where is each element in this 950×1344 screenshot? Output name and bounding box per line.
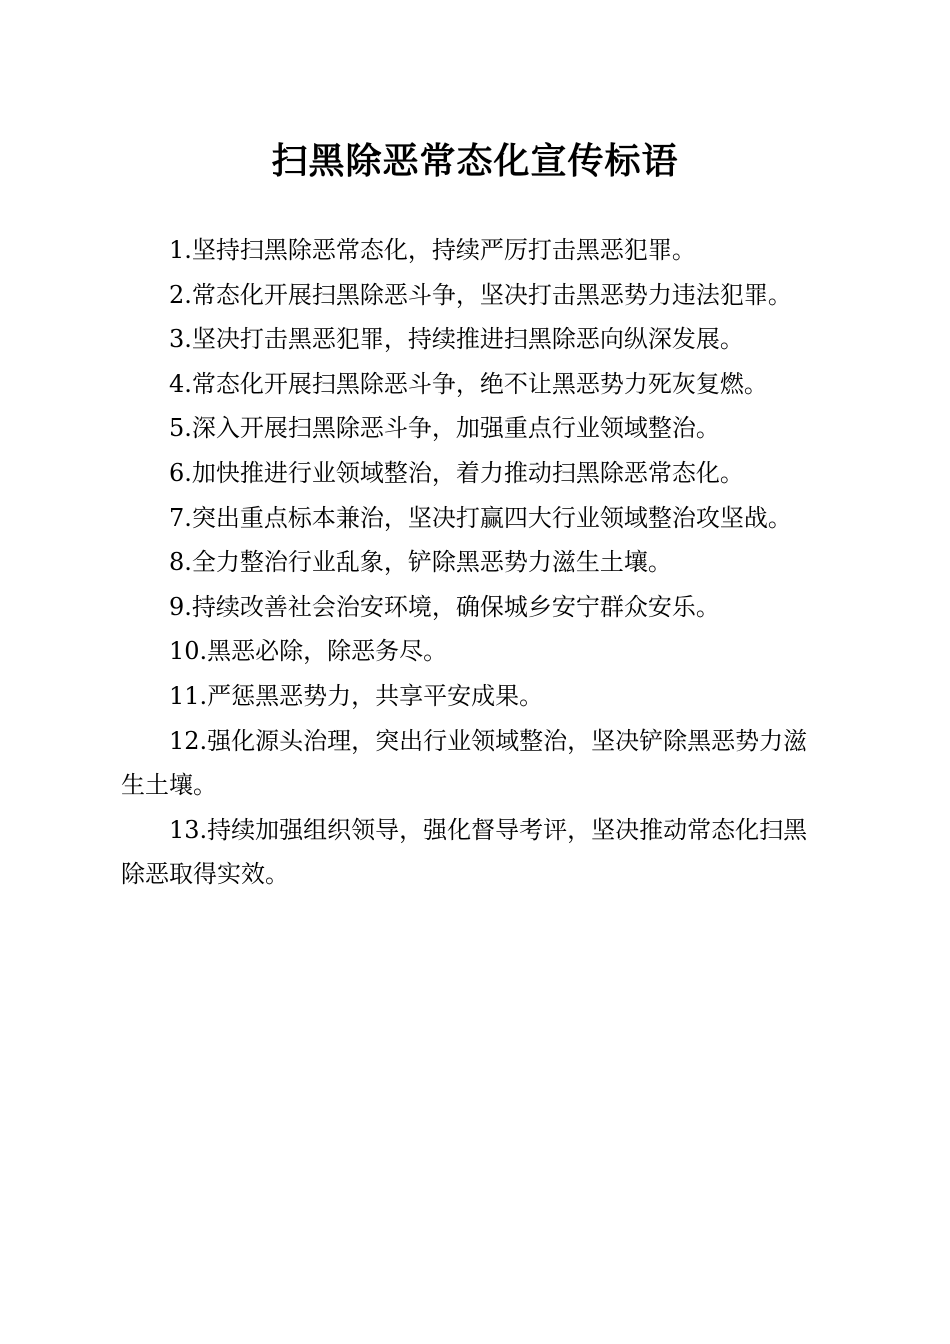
- slogan-item-2: 2.常态化开展扫黑除恶斗争，坚决打击黑恶势力违法犯罪。: [169, 280, 792, 309]
- slogan-item-5: 5.深入开展扫黑除恶斗争，加强重点行业领域整治。: [169, 414, 720, 443]
- slogan-list: [121, 228, 831, 897]
- slogan-item-4: 4.常态化开展扫黑除恶斗争，绝不让黑恶势力死灰复燃。: [169, 369, 768, 398]
- slogan-item-1: 1.坚持扫黑除恶常态化，持续严厉打击黑恶犯罪。: [169, 236, 696, 264]
- slogan-item-12: 12.强化源头治理，突出行业领域整治，坚决铲除黑恶势力滋生土壤。: [121, 726, 808, 800]
- document-title: 扫黑除恶常态化宣传标语: [271, 140, 679, 182]
- slogan-item-8: 8.全力整治行业乱象，铲除黑恶势力滋生土壤。: [169, 548, 672, 577]
- slogan-item-7: 7.突出重点标本兼治，坚决打赢四大行业领域整治攻坚战。: [169, 503, 792, 532]
- slogan-item-9: 9.持续改善社会治安环境，确保城乡安宁群众安乐。: [169, 592, 720, 621]
- slogan-item-6: 6.加快推进行业领域整治，着力推动扫黑除恶常态化。: [169, 458, 744, 487]
- slogan-item-10: 10.黑恶必除，除恶务尽。: [169, 637, 448, 666]
- slogan-item-11: 11.严惩黑恶势力，共享平安成果。: [169, 681, 544, 710]
- slogan-item-13: 13.持续加强组织领导，强化督导考评，坚决推动常态化扫黑除恶取得实效。: [121, 815, 808, 889]
- slogan-item-3: 3.坚决打击黑恶犯罪，持续推进扫黑除恶向纵深发展。: [169, 325, 744, 354]
